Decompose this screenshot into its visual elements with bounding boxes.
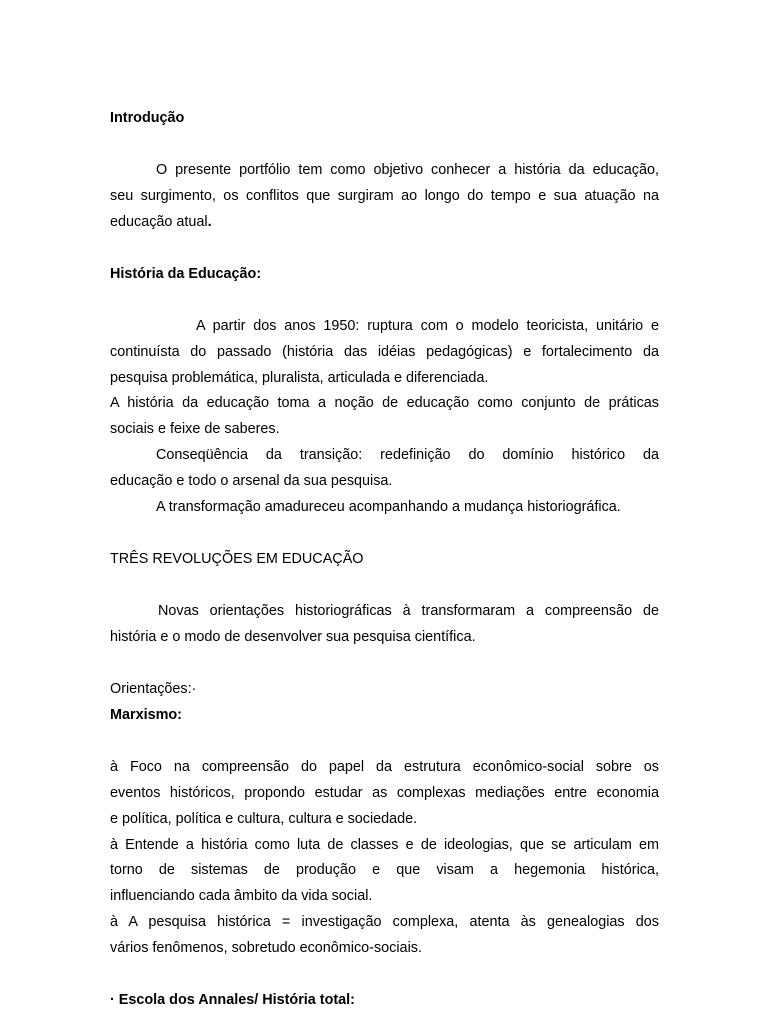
historia-line-6: Conseqüência da transição: redefinição do domínio histórico da bbox=[156, 447, 659, 463]
historia-line-3: pesquisa problemática, pluralista, articulada e diferenciada. bbox=[110, 370, 489, 386]
historia-line-2: continuísta do passado (história das idéias pedagógicas) e fortalecimento da bbox=[110, 344, 659, 360]
intro-line-3 bbox=[110, 214, 659, 231]
heading-introducao: Introdução bbox=[110, 110, 185, 126]
historia-line-4: A história da educação toma a noção de educação como conjunto de práticas bbox=[110, 395, 659, 411]
heading-annales: · Escola dos Annales/ História total: bbox=[110, 992, 355, 1008]
intro-line-1: O presente portfólio tem como objetivo conhecer a história da educação, bbox=[156, 162, 659, 178]
marxismo-line-7: à A pesquisa histórica = investigação complexa, atenta às genealogias dos bbox=[110, 914, 659, 930]
heading-tres-revolucoes: TRÊS REVOLUÇÕES EM EDUCAÇÃO bbox=[110, 551, 364, 567]
intro-line-3-text: educação atual bbox=[110, 214, 208, 230]
tres-line-2: história e o modo de desenvolver sua pesquisa científica. bbox=[110, 629, 476, 645]
historia-line-7: educação e todo o arsenal da sua pesquisa. bbox=[110, 473, 393, 489]
marxismo-line-5: torno de sistemas de produção e que visam a hegemonia histórica, bbox=[110, 862, 659, 878]
marxismo-line-6: influenciando cada âmbito da vida social. bbox=[110, 888, 373, 904]
historia-line-5: sociais e feixe de saberes. bbox=[110, 421, 280, 437]
tres-line-1: Novas orientações historiográficas à transformaram a compreensão de bbox=[158, 603, 659, 619]
marxismo-line-4: à Entende a história como luta de classes e de ideologias, que se articulam em bbox=[110, 837, 659, 853]
intro-line-2: seu surgimento, os conflitos que surgiram ao longo do tempo e sua atuação na bbox=[110, 188, 659, 204]
intro-period: . bbox=[207, 214, 212, 230]
historia-line-8: A transformação amadureceu acompanhando a mudança historiográfica. bbox=[156, 499, 621, 515]
marxismo-line-3: e política, política e cultura, cultura e sociedade. bbox=[110, 811, 418, 827]
heading-marxismo: Marxismo: bbox=[110, 707, 182, 723]
historia-line-1: A partir dos anos 1950: ruptura com o modelo teoricista, unitário e bbox=[196, 318, 659, 334]
heading-historia: História da Educação: bbox=[110, 266, 262, 282]
marxismo-line-1: à Foco na compreensão do papel da estrutura econômico-social sobre os bbox=[110, 759, 659, 775]
orientacoes-label: Orientações:· bbox=[110, 681, 197, 697]
marxismo-line-8: vários fenômenos, sobretudo econômico-sociais. bbox=[110, 940, 422, 956]
marxismo-line-2: eventos históricos, propondo estudar as complexas mediações entre economia bbox=[110, 785, 659, 801]
